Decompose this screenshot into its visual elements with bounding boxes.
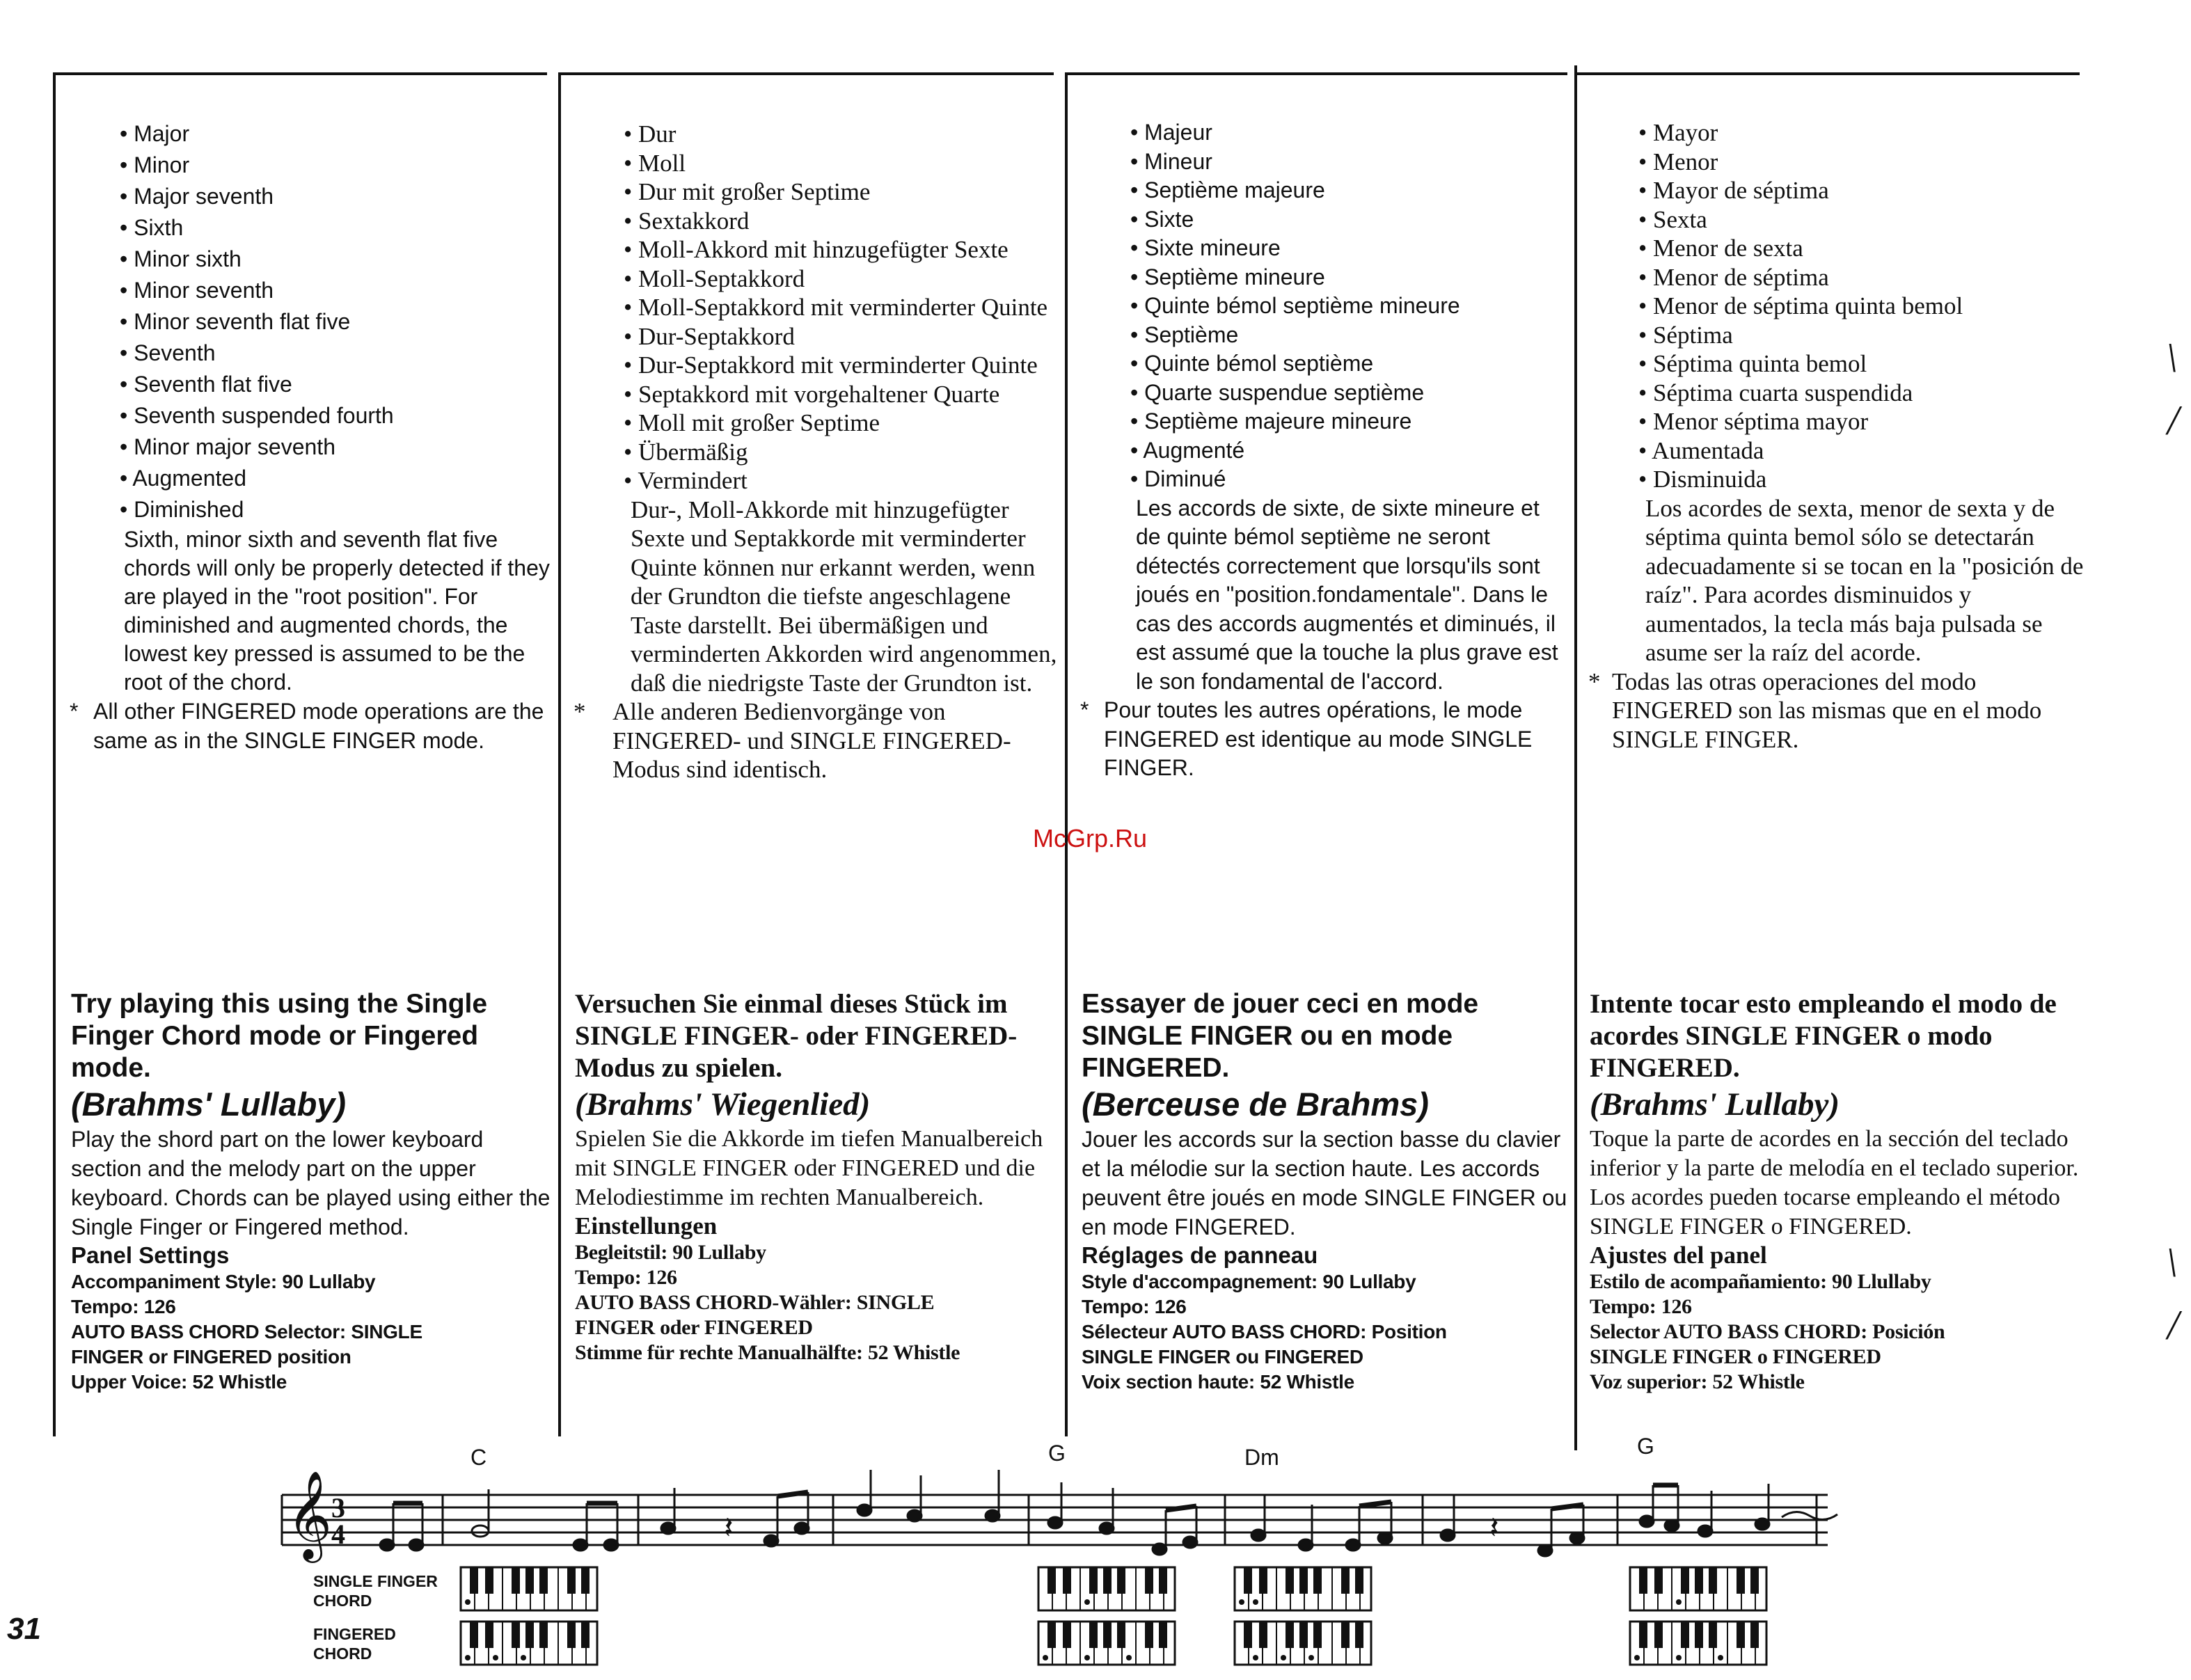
root-position-note: Los acordes de sexta, menor de sexta y de séptima quinta bemol sólo se detectarán adecuadamente si se tocan en la "posición de raíz". Para acordes disminuidos y aumentados, la tecla más baja pulsada se asume ser la raíz del acorde.: [1645, 494, 2084, 666]
list-item: • Menor de séptima: [1638, 263, 2089, 292]
list-item: • Séptima: [1638, 321, 2089, 350]
list-item: • Diminished: [120, 494, 557, 525]
panel-setting: Voz superior: 52 Whistle: [1590, 1370, 1805, 1393]
star-note: * Pour toutes les autres opérations, le mode FINGERED est identique au mode SINGLE FINGER.: [1080, 696, 1567, 783]
list-item: • Moll-Septakkord mit verminderter Quinte: [624, 293, 1061, 322]
list-item: • Menor de sexta: [1638, 234, 2089, 263]
star-note: * All other FINGERED mode operations are the same as in the SINGLE FINGER mode.: [70, 697, 557, 755]
list-item: • Aumentada: [1638, 436, 2089, 466]
list-item: • Moll-Septakkord: [624, 264, 1061, 294]
list-item: • Seventh: [120, 338, 557, 369]
panel-setting: Upper Voice: 52 Whistle: [71, 1371, 287, 1393]
panel-setting: Sélecteur AUTO BASS CHORD: Position: [1082, 1321, 1447, 1342]
fingered-chord-label: [313, 1624, 396, 1663]
list-item: • Septakkord mit vorgehaltener Quarte: [624, 380, 1061, 409]
time-signature-bottom: 4: [331, 1519, 345, 1550]
instructions: Spielen Sie die Akkorde im tiefen Manualbereich mit SINGLE FINGER oder FINGERED und die Melodiestimme im rechten Manualbereich.: [575, 1126, 1043, 1210]
panel-setting: AUTO BASS CHORD Selector: SINGLE: [71, 1321, 422, 1342]
panel-setting: FINGER oder FINGERED: [575, 1316, 813, 1339]
list-item: • Quinte bémol septième: [1130, 349, 1567, 379]
list-item: • Septième mineure: [1130, 263, 1567, 292]
list-item: • Mayor: [1638, 118, 2089, 148]
panel-setting: Tempo: 126: [71, 1296, 176, 1317]
panel-setting: Style d'accompagnement: 90 Lullaby: [1082, 1271, 1416, 1292]
star-note: * Todas las otras operaciones del modo FINGERED son las mismas que en el modo SINGLE FINGER.: [1588, 667, 2089, 754]
chord-name: C: [470, 1445, 487, 1470]
list-item: • Séptima cuarta suspendida: [1638, 379, 2089, 408]
try-heading: Try playing this using the Single Finger Chord mode or Fingered mode.: [71, 989, 488, 1083]
panel-settings-title: Ajustes del panel: [1590, 1242, 1767, 1269]
instructions: Play the shord part on the lower keyboard section and the melody part on the upper keyboard. Chords can be played using either the Single Finger or Fingered method.: [71, 1127, 551, 1239]
panel-settings-title: Réglages de panneau: [1082, 1242, 1318, 1268]
list-item: • Dur-Septakkord: [624, 322, 1061, 351]
list-item: • Seventh suspended fourth: [120, 400, 557, 431]
list-item: • Minor: [120, 150, 557, 181]
list-item: • Septième majeure: [1130, 176, 1567, 205]
panel-setting: SINGLE FINGER ou FINGERED: [1082, 1346, 1363, 1368]
kb-label-line: FINGERED: [313, 1625, 396, 1643]
list-item: • Augmented: [120, 463, 557, 494]
instructions: Toque la parte de acordes en la sección del teclado inferior y la parte de melodía en el teclado superior. Los acordes pueden tocarse empleando el método SINGLE FINGER o FINGERED.: [1590, 1126, 2079, 1239]
list-item: • Dur-Septakkord mit verminderter Quinte: [624, 351, 1061, 380]
song-title: (Brahms' Lullaby): [1590, 1086, 1840, 1123]
keyboard-diagram: [461, 1622, 597, 1665]
keyboard-diagram: [1038, 1622, 1175, 1665]
list-item: • Sexta: [1638, 205, 2089, 235]
list-item: • Vermindert: [624, 466, 1061, 496]
list-item: • Quinte bémol septième mineure: [1130, 292, 1567, 321]
keyboard-diagram: [461, 1567, 597, 1610]
scan-mark: /: [2167, 397, 2179, 443]
kb-label-line: CHORD: [313, 1592, 372, 1610]
panel-setting: Tempo: 126: [575, 1266, 677, 1289]
kb-label-line: CHORD: [313, 1645, 372, 1663]
list-item: • Übermäßig: [624, 438, 1061, 467]
panel-setting: AUTO BASS CHORD-Wähler: SINGLE: [575, 1291, 935, 1314]
list-item: • Septième: [1130, 321, 1567, 350]
watermark: McGrp.Ru: [1033, 824, 1148, 853]
list-item: • Mayor de séptima: [1638, 176, 2089, 205]
scan-mark: \: [2166, 1239, 2178, 1285]
rest-icon: 𝄽: [1489, 1510, 1499, 1546]
list-item: • Minor seventh flat five: [120, 306, 557, 338]
list-item: • Menor: [1638, 148, 2089, 177]
list-item: • Sixte: [1130, 205, 1567, 235]
list-item: • Sixte mineure: [1130, 234, 1567, 263]
list-item: • Séptima quinta bemol: [1638, 349, 2089, 379]
kb-label-line: SINGLE FINGER: [313, 1572, 438, 1590]
try-heading: Essayer de jouer ceci en mode SINGLE FINGER ou en mode FINGERED.: [1082, 989, 1479, 1083]
root-position-note: Sixth, minor sixth and seventh flat five chords will only be properly detected if they are played in the "root position". For diminished and augmented chords, the lowest key pressed is assumed to be the root of the chord.: [124, 527, 550, 695]
time-signature-top: 3: [331, 1492, 345, 1523]
keyboard-diagram: [1630, 1567, 1766, 1610]
list-item: • Quarte suspendue septième: [1130, 379, 1567, 408]
keyboard-diagram: [1038, 1567, 1175, 1610]
panel-setting: FINGER or FINGERED position: [71, 1346, 351, 1368]
list-item: • Minor sixth: [120, 244, 557, 275]
star-note: * Alle anderen Bedienvorgänge von FINGERED- und SINGLE FINGERED-Modus sind identisch.: [574, 697, 1061, 784]
song-title: (Brahms' Wiegenlied): [575, 1086, 871, 1123]
list-item: • Moll-Akkord mit hinzugefügter Sexte: [624, 235, 1061, 264]
panel-setting: Begleitstil: 90 Lullaby: [575, 1241, 766, 1264]
list-item: • Sextakkord: [624, 207, 1061, 236]
list-item: • Sixth: [120, 212, 557, 244]
panel-setting: SINGLE FINGER o FINGERED: [1590, 1345, 1881, 1368]
panel-setting: Selector AUTO BASS CHORD: Posición: [1590, 1320, 1945, 1343]
list-item: • Minor major seventh: [120, 431, 557, 463]
chord-name: G: [1048, 1441, 1066, 1466]
try-heading: Versuchen Sie einmal dieses Stück im SINGLE FINGER- oder FINGERED-Modus zu spielen.: [575, 989, 1018, 1083]
list-item: • Minor seventh: [120, 275, 557, 306]
chord-name: Dm: [1244, 1445, 1279, 1470]
root-position-note: Dur-, Moll-Akkorde mit hinzugefügter Sexte und Septakkorde mit verminderter Quinte können nur erkannt werden, wenn der Grundton die tiefste angeschlagene Taste darstellt. Bei übermäßigen und verminderten Akkorden wird angenommen, daß die niedrigste Taste der Grundton ist.: [631, 496, 1057, 697]
keyboard-diagram: [1630, 1622, 1766, 1665]
panel-setting: Tempo: 126: [1082, 1296, 1187, 1317]
scan-mark: \: [2166, 335, 2178, 381]
chord-name: G: [1637, 1434, 1654, 1459]
list-item: • Menor séptima mayor: [1638, 407, 2089, 436]
single-finger-chord-label: [313, 1571, 438, 1610]
panel-setting: Voix section haute: 52 Whistle: [1082, 1371, 1354, 1393]
scan-mark: /: [2167, 1302, 2179, 1348]
list-item: • Augmenté: [1130, 436, 1567, 466]
panel-settings-title: Einstellungen: [575, 1212, 718, 1239]
root-position-note: Les accords de sixte, de sixte mineure et de quinte bémol septième ne seront détectés correctement que lorsqu'ils sont joués en "position.fondamentale". Dans le cas des accords augmentés et diminués, il est assumé que la touche la plus grave est le son fondamental de l'accord.: [1136, 495, 1558, 694]
list-item: • Major: [120, 118, 557, 150]
song-title: (Berceuse de Brahms): [1082, 1086, 1429, 1123]
panel-setting: Accompaniment Style: 90 Lullaby: [71, 1271, 376, 1292]
panel-setting: Stimme für rechte Manualhälfte: 52 Whistle: [575, 1341, 960, 1364]
list-item: • Dur: [624, 120, 1061, 149]
list-item: • Septième majeure mineure: [1130, 407, 1567, 436]
list-item: • Menor de séptima quinta bemol: [1638, 292, 2089, 321]
try-heading: Intente tocar esto empleando el modo de acordes SINGLE FINGER o modo FINGERED.: [1590, 989, 2057, 1083]
panel-setting: Estilo de acompañamiento: 90 Llullaby: [1590, 1270, 1931, 1293]
list-item: • Mineur: [1130, 148, 1567, 177]
panel-setting: Tempo: 126: [1590, 1295, 1692, 1318]
list-item: • Moll: [624, 149, 1061, 178]
list-item: • Majeur: [1130, 118, 1567, 148]
treble-clef-icon: 𝄞: [287, 1470, 333, 1559]
page-number: 31: [7, 1612, 41, 1646]
list-item: • Dur mit großer Septime: [624, 177, 1061, 207]
list-item: • Major seventh: [120, 181, 557, 212]
rest-icon: 𝄽: [724, 1510, 734, 1546]
panel-settings-title: Panel Settings: [71, 1242, 230, 1268]
list-item: • Moll mit großer Septime: [624, 409, 1061, 438]
list-item: • Seventh flat five: [120, 369, 557, 400]
song-title: (Brahms' Lullaby): [71, 1086, 347, 1123]
list-item: • Diminué: [1130, 465, 1567, 494]
list-item: • Disminuida: [1638, 465, 2089, 494]
instructions: Jouer les accords sur la section basse du clavier et la mélodie sur la section haute. Les accords peuvent être joués en mode SINGLE FINGER ou en mode FINGERED.: [1082, 1127, 1567, 1239]
